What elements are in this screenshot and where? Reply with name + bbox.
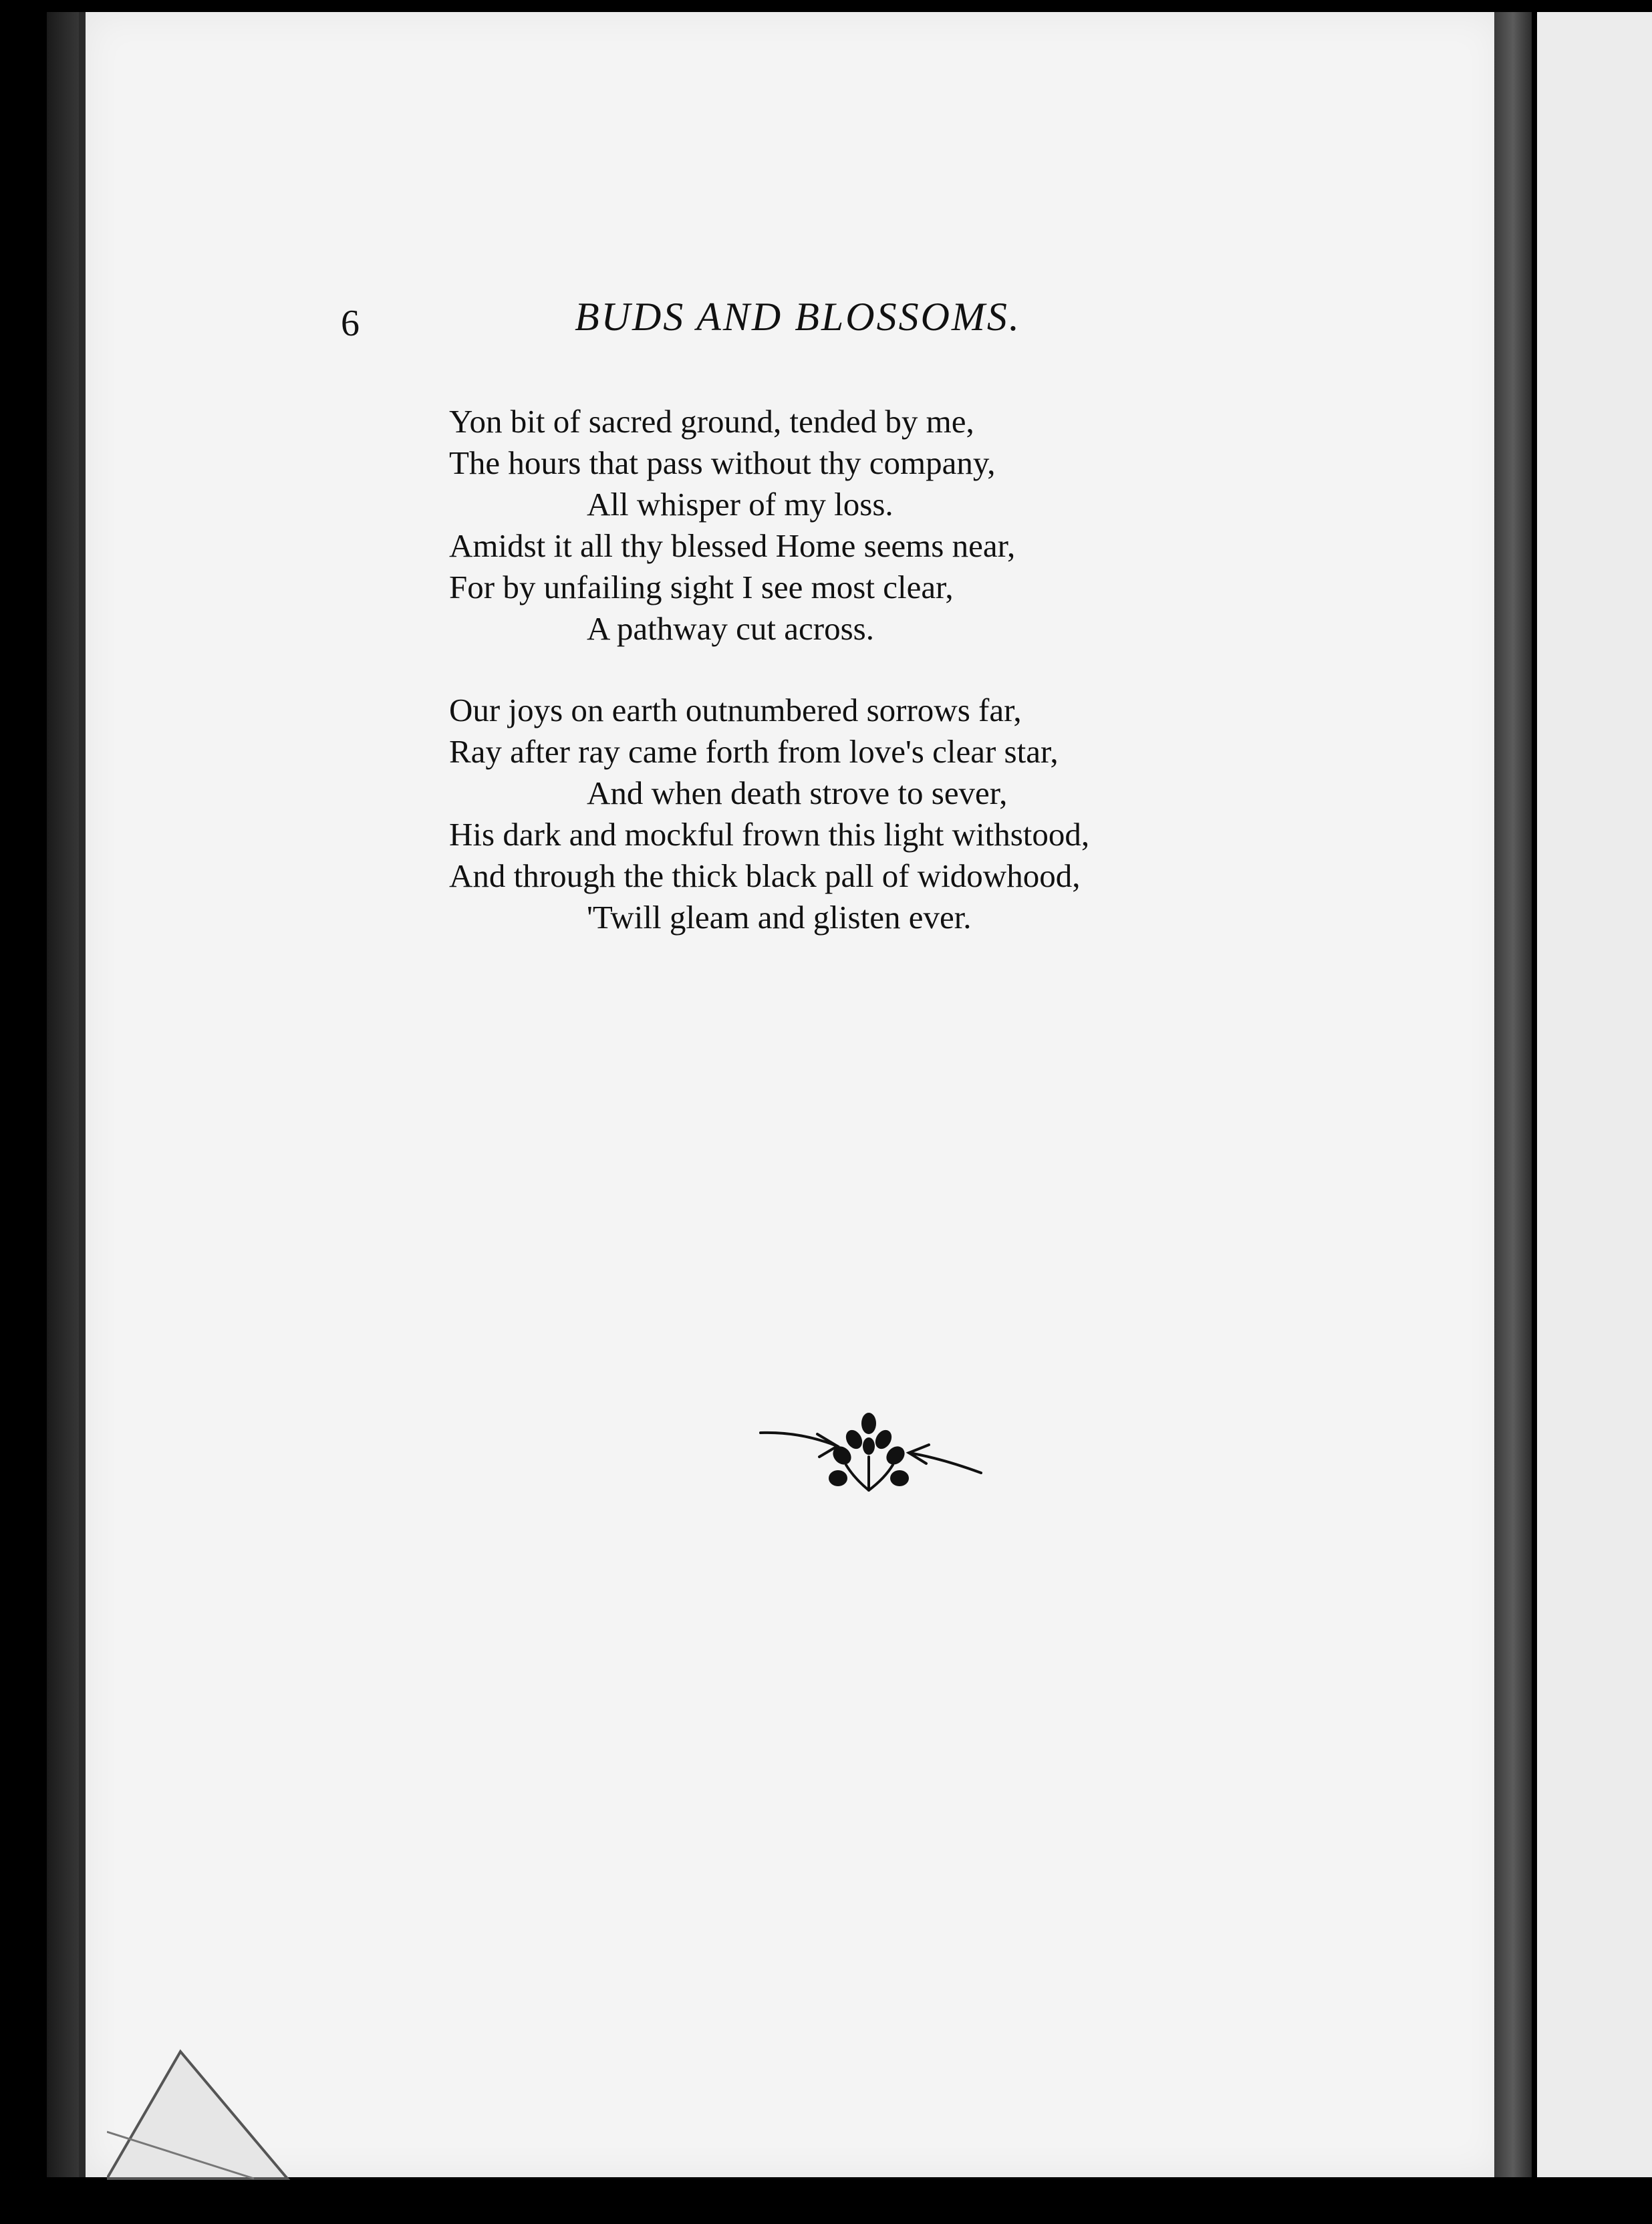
stanza bbox=[449, 401, 1318, 650]
stanza bbox=[449, 690, 1318, 938]
folded-page-corner bbox=[107, 2045, 307, 2185]
poem-line: His dark and mockful frown this light withstood, bbox=[449, 816, 1090, 853]
poem-line: Ray after ray came forth from love's clear star, bbox=[449, 733, 1059, 770]
page-number: 6 bbox=[341, 303, 360, 344]
poem-line: 'Twill gleam and glisten ever. bbox=[587, 899, 972, 936]
poem-line: A pathway cut across. bbox=[587, 610, 874, 647]
poem-line: For by unfailing sight I see most clear, bbox=[449, 569, 954, 605]
poem-line: All whisper of my loss. bbox=[587, 486, 893, 523]
floral-sprig-icon bbox=[754, 1411, 989, 1498]
poem-line: And when death strove to sever, bbox=[587, 775, 1008, 811]
adjacent-page bbox=[1537, 12, 1652, 2177]
poem bbox=[449, 401, 1318, 978]
poem-line: The hours that pass without thy company, bbox=[449, 444, 996, 481]
poem-line: And through the thick black pall of widowhood, bbox=[449, 857, 1081, 894]
poem-line: Our joys on earth outnumbered sorrows far, bbox=[449, 692, 1022, 728]
poem-line: Yon bit of sacred ground, tended by me, bbox=[449, 403, 974, 440]
running-head: BUDS AND BLOSSOMS. bbox=[575, 295, 1021, 339]
page-gutter bbox=[1494, 12, 1532, 2177]
poem-line: Amidst it all thy blessed Home seems near, bbox=[449, 527, 1016, 564]
